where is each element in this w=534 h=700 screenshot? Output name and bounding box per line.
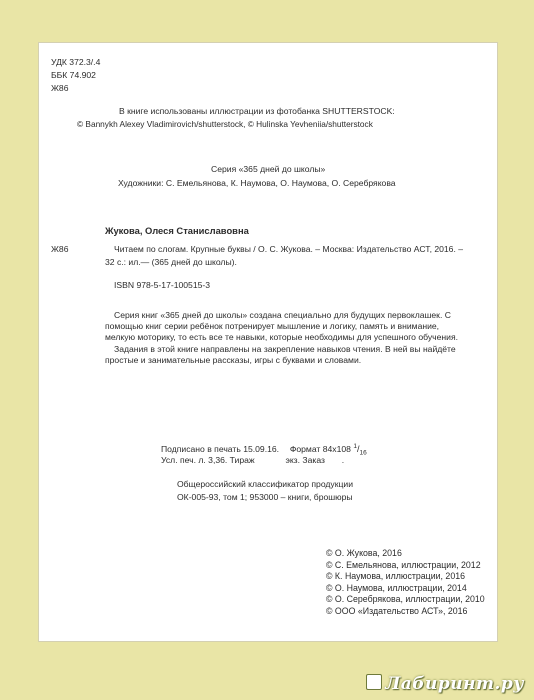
signed-date: Подписано в печать 15.09.16. xyxy=(161,443,280,454)
bbk-code: ББК 74.902 xyxy=(51,70,96,80)
isbn: ISBN 978-5-17-100515-3 xyxy=(114,280,211,290)
format-fraction-denominator: 16 xyxy=(359,449,367,457)
book-description-2: 32 с.: ил.— (365 дней до школы). xyxy=(105,257,237,267)
credits-line-2: © Bannykh Alexey Vladimirovich/shutterstock, © Hulinska Yevheniia/shutterstock xyxy=(77,119,373,129)
watermark xyxy=(366,674,524,694)
author-mark: Ж86 xyxy=(51,83,69,93)
copyright-line: © О. Жукова, 2016 xyxy=(326,548,402,558)
labirint-logo-icon xyxy=(366,674,382,690)
udk-code: УДК 372.3/.4 xyxy=(51,57,101,67)
print-sheets: Усл. печ. л. 3,36. Тираж xyxy=(161,455,255,465)
artists-line: Художники: С. Емельянова, К. Наумова, О. Наумова, О. Серебрякова xyxy=(118,178,396,188)
format: Формат 84x108 xyxy=(289,443,351,454)
print-info-line-1: Подписано в печать 15.09.16. Формат 84x108 $^1/_{16}$ xyxy=(161,443,367,457)
book-description-1: Читаем по слогам. Крупные буквы / О. С. Жукова. – Москва: Издательство АСТ, 2016. – xyxy=(114,244,464,254)
classifier-line-1: Общероссийский классификатор продукции xyxy=(177,479,354,489)
copyright-line: © О. Наумова, иллюстрации, 2014 xyxy=(326,582,467,593)
format-fraction-numerator: 1 xyxy=(353,443,357,450)
annotation-paragraph-1: Серия книг «365 дней до школы» создана специально для будущих первоклашек. С помощью книг серии ребёнок потренирует мышление и логику, память и внимание, мелкую моторику, то есть все те навыки, которые необходимы для успешного обучения. xyxy=(105,310,458,343)
print-info-line-2 xyxy=(161,455,344,466)
copyright-list xyxy=(326,548,485,617)
series-line: Серия «365 дней до школы» xyxy=(211,164,326,174)
book-page xyxy=(38,42,498,642)
copyright-line: © ООО «Издательство АСТ», 2016 xyxy=(326,605,468,616)
copyright-line: © К. Наумова, иллюстрации, 2016 xyxy=(326,571,465,581)
order-label: экз. Заказ xyxy=(285,455,325,465)
copyright-line: © С. Емельянова, иллюстрации, 2012 xyxy=(326,559,481,570)
annotation-paragraph-2: Задания в этой книге направлены на закрепление навыков чтения. В ней вы найдёте простые и занимательные рассказы, игры с буквами и словами. xyxy=(105,344,456,366)
watermark-text: Лабиринт.ру xyxy=(385,674,524,694)
classifier-line-2: ОК-005-93, том 1; 953000 – книги, брошюры xyxy=(177,492,353,502)
book-author: Жукова, Олеся Станиславовна xyxy=(105,225,249,236)
book-mark: Ж86 xyxy=(51,244,69,254)
copyright-line: © О. Серебрякова, иллюстрации, 2010 xyxy=(326,594,485,604)
order-dot: . xyxy=(341,455,345,465)
credits-line-1: В книге использованы иллюстрации из фотобанка SHUTTERSTOCK: xyxy=(119,106,395,116)
